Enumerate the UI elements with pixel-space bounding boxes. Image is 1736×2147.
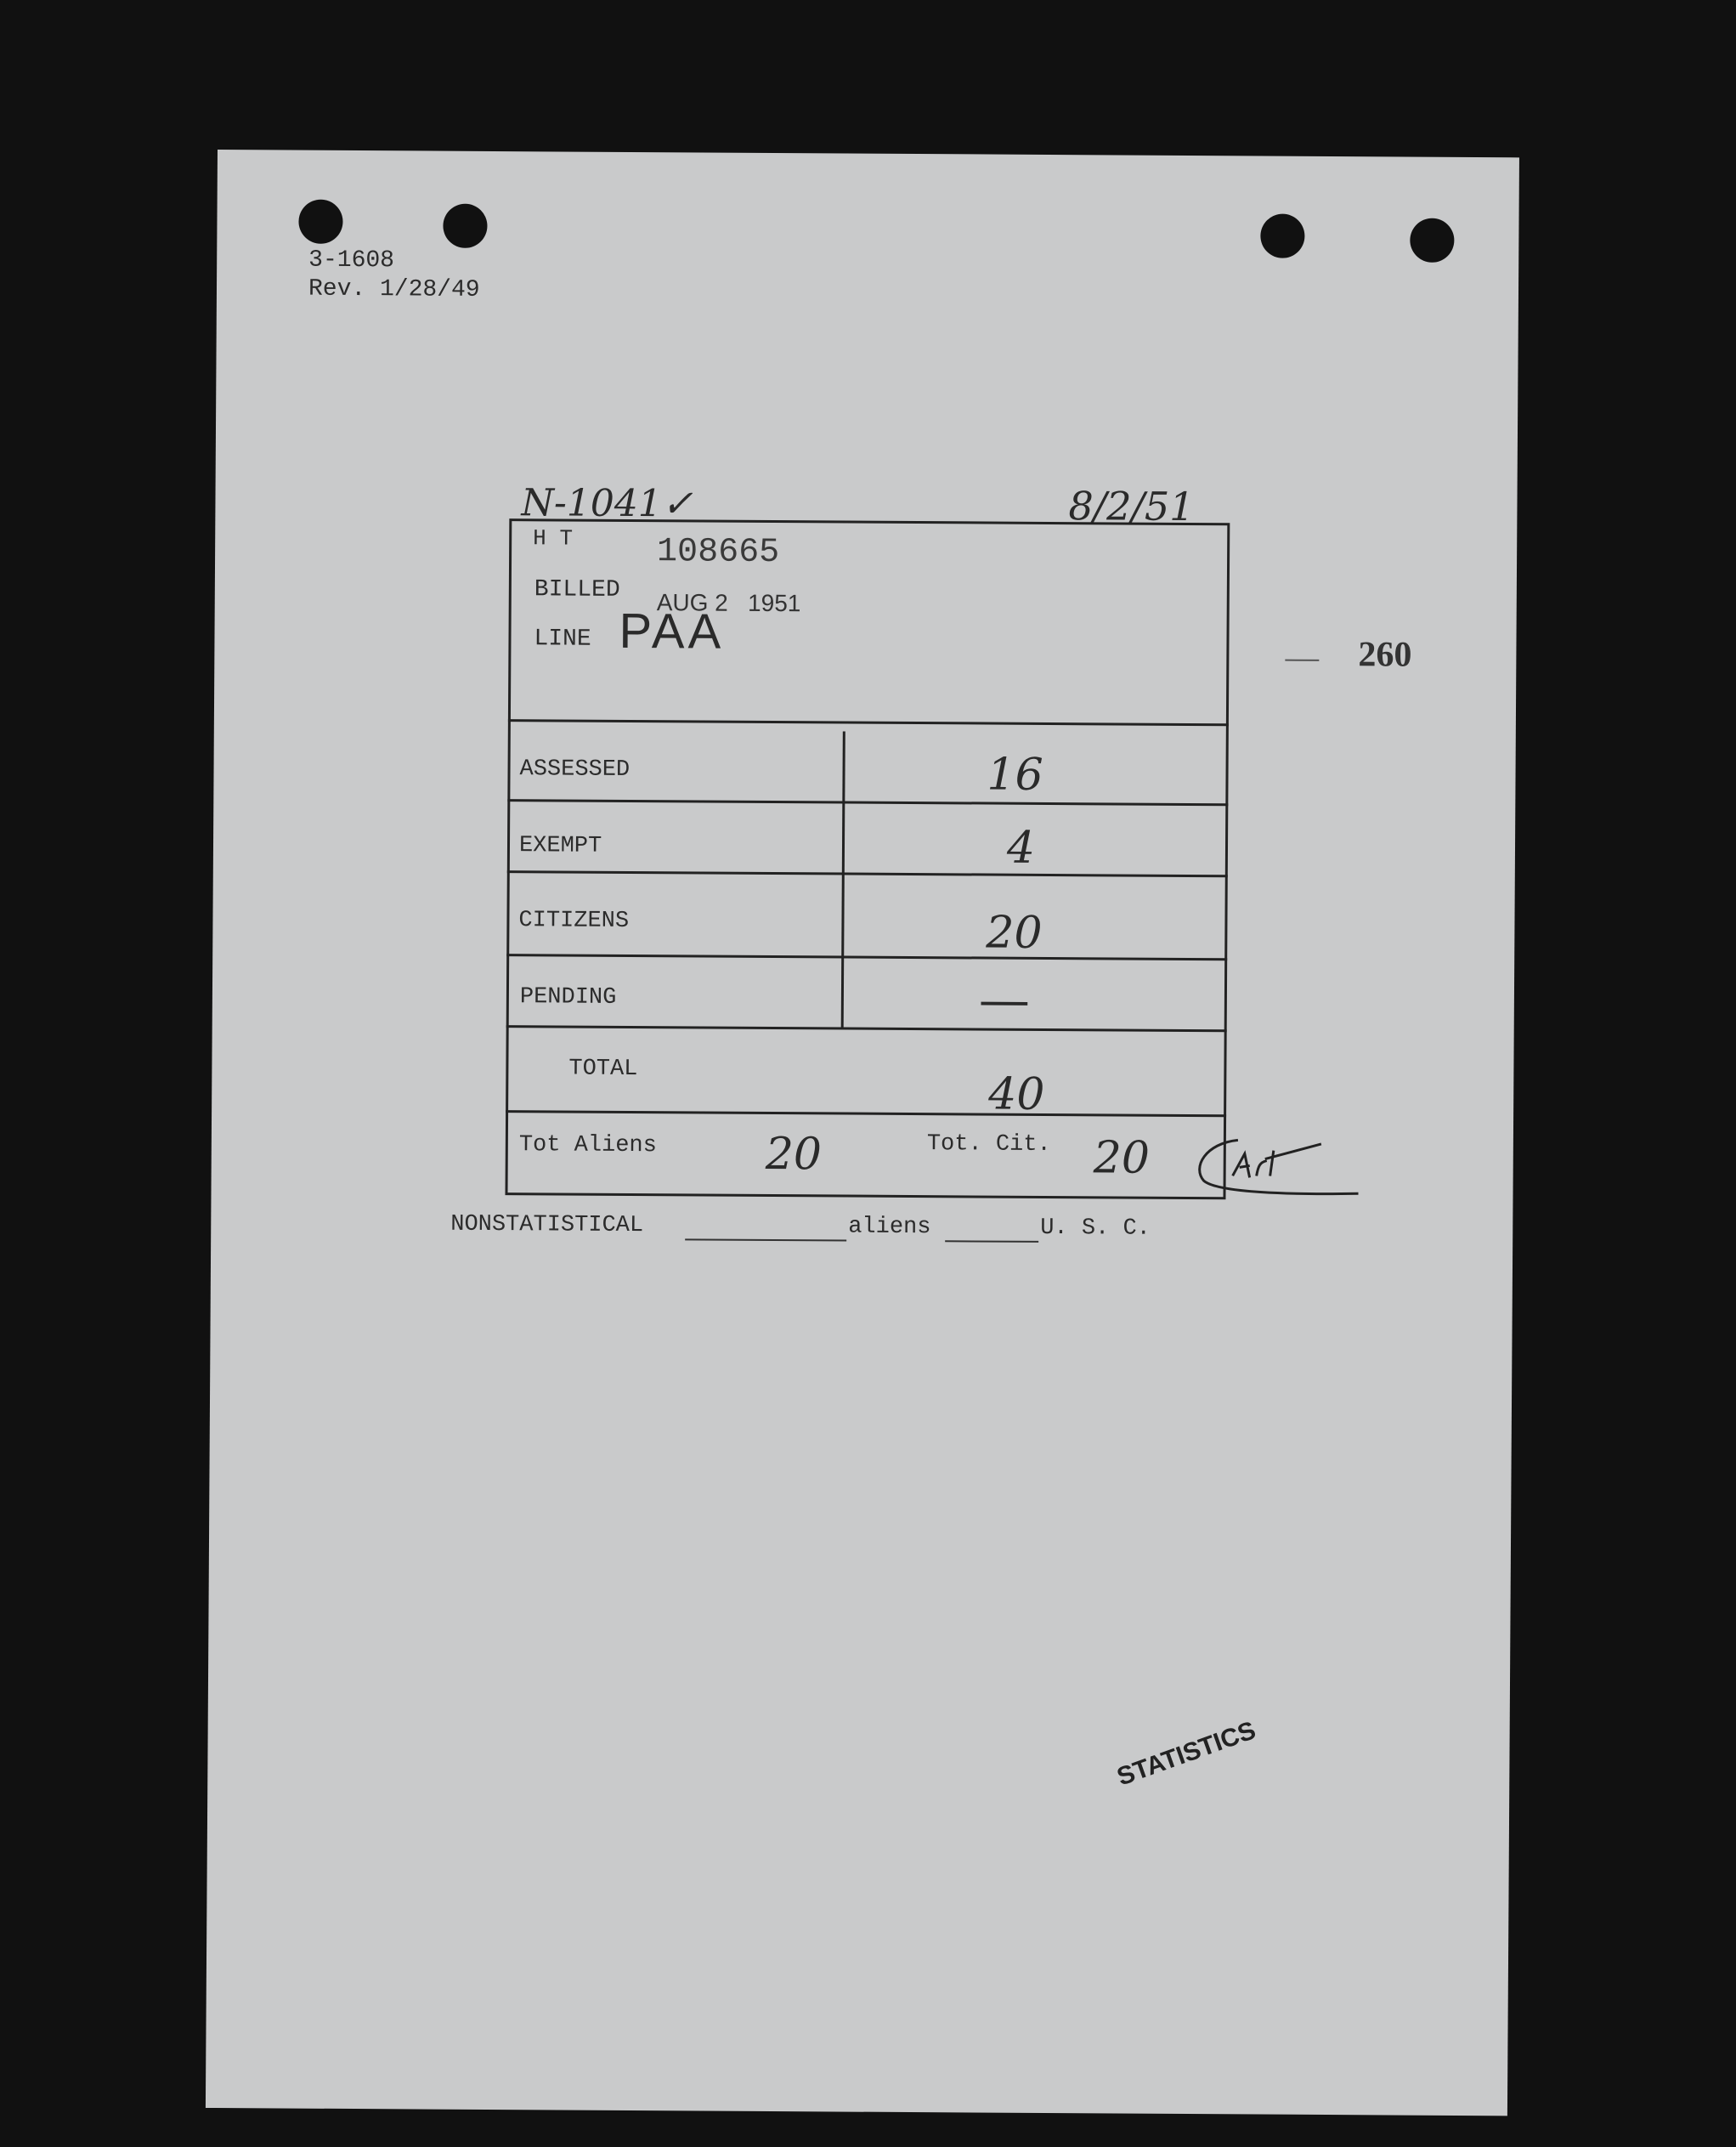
- total-value: 40: [988, 1068, 1045, 1120]
- initials-signature: [1188, 1124, 1359, 1202]
- line-label: LINE: [534, 626, 591, 653]
- punch-hole: [1260, 214, 1304, 258]
- handwritten-date: 8/2/51: [1068, 483, 1195, 530]
- pending-value: —: [978, 970, 1031, 1030]
- tot-aliens-label: Tot Aliens: [518, 1132, 657, 1159]
- line-value: PAA: [619, 603, 725, 660]
- exempt-label: EXEMPT: [518, 833, 602, 859]
- pending-label: PENDING: [519, 984, 617, 1011]
- side-number: 260: [1358, 635, 1412, 675]
- form-box: [505, 518, 1230, 1199]
- citizens-value: 20: [986, 907, 1043, 959]
- billed-date-stamp: AUG 2 1951: [656, 589, 801, 617]
- punch-hole: [1410, 218, 1454, 263]
- form-revision: Rev. 1/28/49: [308, 275, 480, 303]
- tot-cit-value: 20: [1093, 1132, 1151, 1184]
- billed-label: BILLED: [534, 576, 620, 603]
- citizens-label: CITIZENS: [518, 908, 630, 934]
- nonstat-blank: [685, 1238, 846, 1241]
- side-dash: [1285, 660, 1319, 661]
- file-number: N-1041✓: [521, 481, 693, 526]
- punch-hole: [443, 204, 487, 248]
- statistics-stamp: STATISTICS: [1113, 1716, 1260, 1792]
- total-label: TOTAL: [568, 1056, 638, 1083]
- assessed-value: 16: [987, 749, 1043, 801]
- form-number: 3-1608: [308, 246, 395, 275]
- ht-value: 108665: [656, 533, 780, 573]
- punch-hole: [298, 200, 342, 244]
- nonstatistical-label: NONSTATISTICAL: [450, 1211, 644, 1239]
- exempt-value: 4: [1006, 822, 1036, 874]
- tot-cit-label: Tot. Cit.: [926, 1131, 1051, 1158]
- aliens-label: aliens: [848, 1214, 931, 1241]
- ht-label: H T: [533, 525, 574, 552]
- usc-label: U. S. C.: [1040, 1215, 1151, 1242]
- tot-aliens-value: 20: [765, 1128, 823, 1181]
- assessed-label: ASSESSED: [519, 756, 631, 783]
- aliens-blank: [945, 1240, 1038, 1243]
- document-page: [206, 150, 1519, 2116]
